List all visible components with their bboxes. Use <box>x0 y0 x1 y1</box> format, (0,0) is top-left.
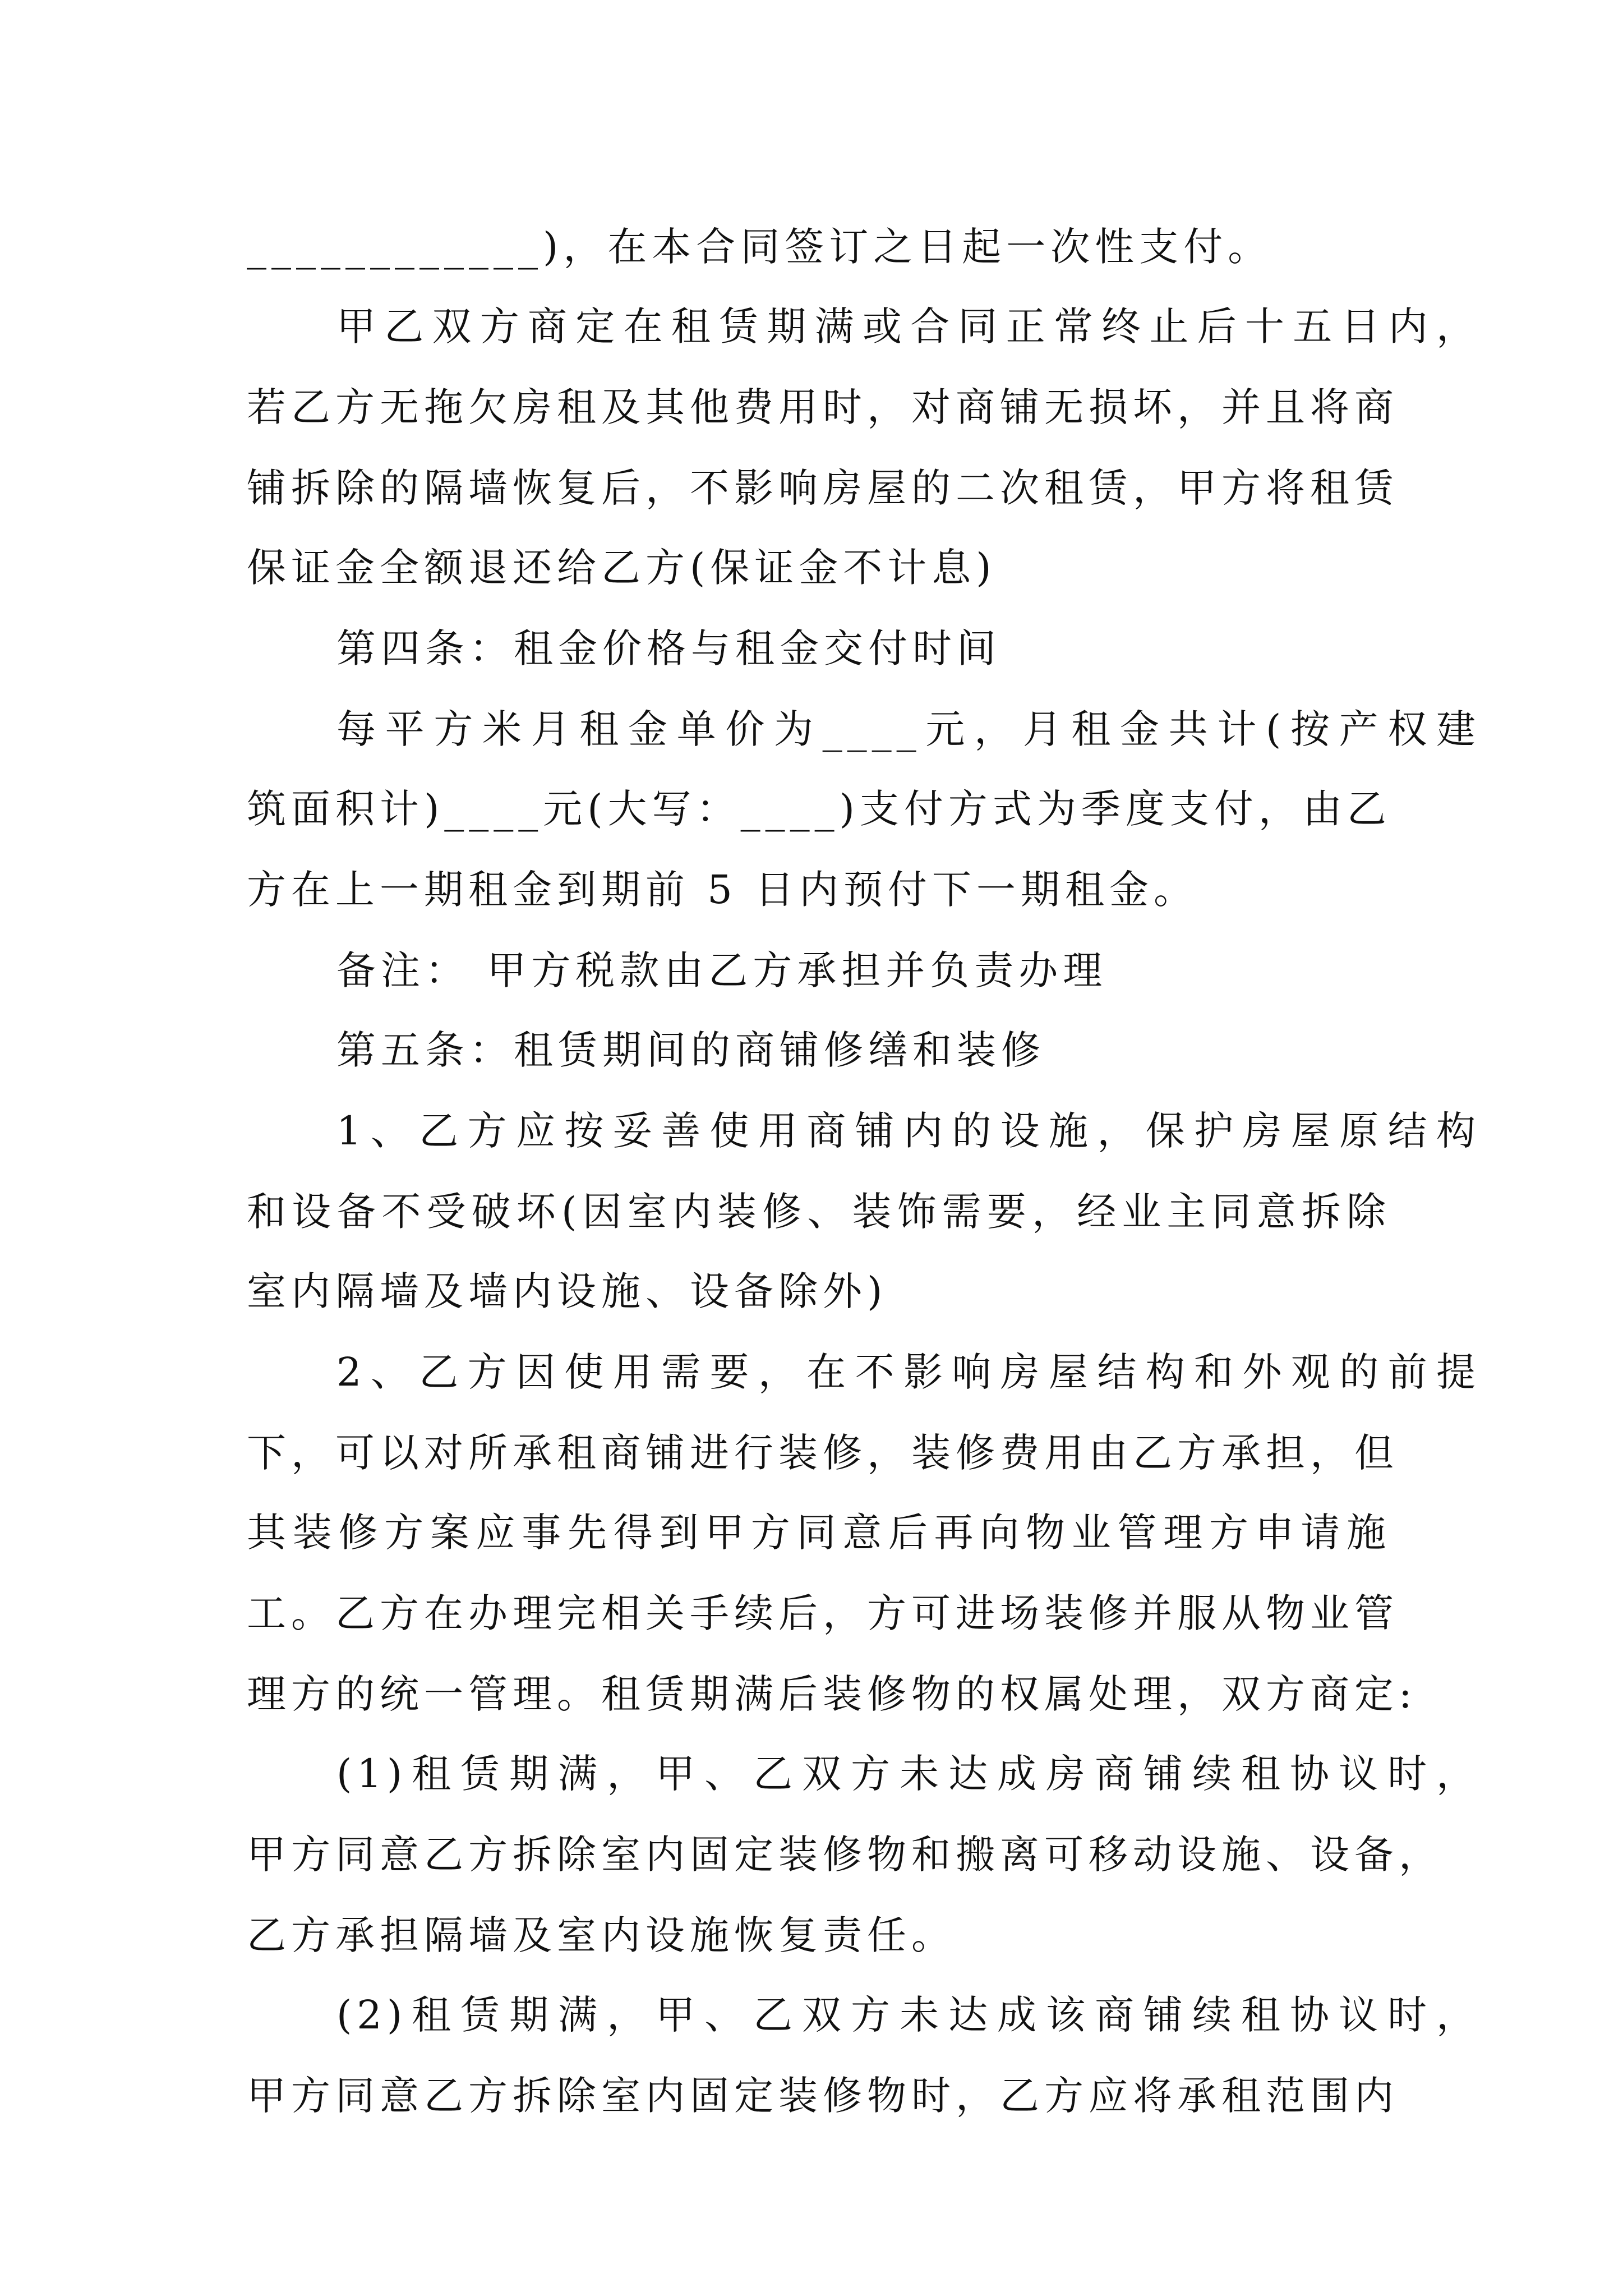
text-line-21: 甲方同意乙方拆除室内固定装修物和搬离可移动设施、设备， <box>247 1832 1443 1878</box>
text-line-24: 甲方同意乙方拆除室内固定装修物时，乙方应将承租范围内 <box>247 2073 1399 2119</box>
text-line-3: 若乙方无拖欠房租及其他费用时，对商铺无损坏，并且将商 <box>247 384 1399 430</box>
text-line-19: 理方的统一管理。租赁期满后装修物的权属处理，双方商定: <box>247 1671 1417 1717</box>
text-line-15: 2、乙方因使用需要，在不影响房屋结构和外观的前提 <box>336 1349 1481 1395</box>
text-line-12: 1、乙方应按妥善使用商铺内的设施，保护房屋原结构 <box>336 1108 1481 1154</box>
text-line-9: 方在上一期租金到期前 5 日内预付下一期租金。 <box>247 867 1198 913</box>
text-line-5: 保证金全额退还给乙方(保证金不计息) <box>247 545 997 591</box>
text-line-10: 备注： 甲方税款由乙方承担并负责办理 <box>336 947 1108 993</box>
text-line-20: (1)租赁期满，甲、乙双方未达成房商铺续租协议时， <box>336 1751 1481 1797</box>
text-line-23: (2)租赁期满，甲、乙双方未达成该商铺续租协议时， <box>336 1992 1481 2038</box>
text-line-16: 下，可以对所承租商铺进行装修，装修费用由乙方承担，但 <box>247 1430 1399 1476</box>
text-line-4: 铺拆除的隔墙恢复后，不影响房屋的二次租赁，甲方将租赁 <box>247 465 1399 511</box>
text-line-1: ____________)，在本合同签订之日起一次性支付。 <box>247 224 1272 270</box>
text-line-17: 其装修方案应事先得到甲方同意后再向物业管理方申请施 <box>247 1510 1391 1556</box>
text-line-11: 第五条：租赁期间的商铺修缮和装修 <box>336 1027 1045 1073</box>
text-line-8: 筑面积计)____元(大写：____)支付方式为季度支付，由乙 <box>247 786 1391 832</box>
text-line-18: 工。乙方在办理完相关手续后，方可进场装修并服从物业管 <box>247 1590 1399 1636</box>
text-line-22: 乙方承担隔墙及室内设施恢复责任。 <box>247 1912 956 1958</box>
text-line-7: 每平方米月租金单价为____元，月租金共计(按产权建 <box>336 706 1481 752</box>
text-line-14: 室内隔墙及墙内设施、设备除外) <box>247 1268 888 1314</box>
text-line-6: 第四条：租金价格与租金交付时间 <box>336 625 1001 671</box>
text-line-13: 和设备不受破坏(因室内装修、装饰需要，经业主同意拆除 <box>247 1189 1391 1235</box>
text-line-2: 甲乙双方商定在租赁期满或合同正常终止后十五日内， <box>336 303 1481 349</box>
